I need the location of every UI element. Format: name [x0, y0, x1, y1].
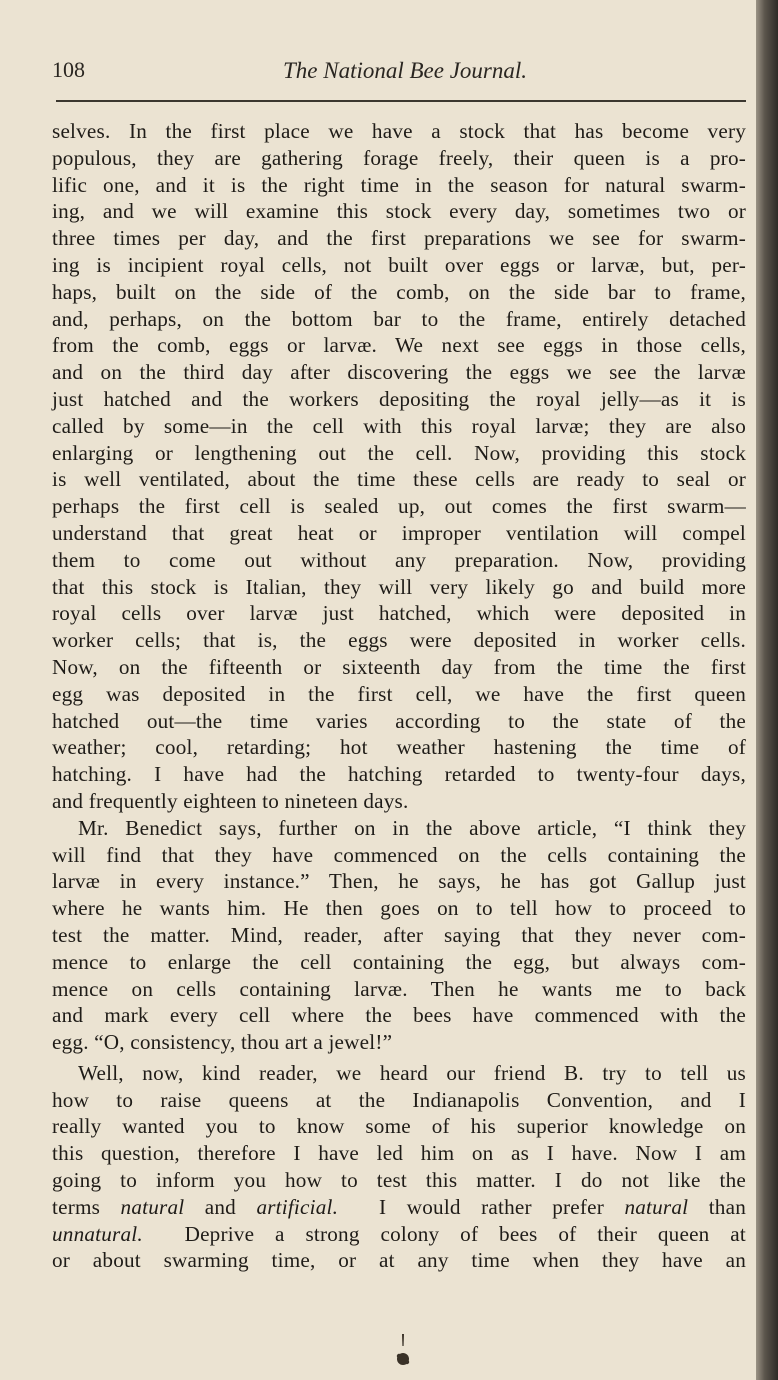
text-line: how to raise queens at the Indianapolis Convention, and I: [52, 1087, 746, 1112]
text-line: really wanted you to know some of his superior knowledge on: [52, 1114, 746, 1139]
body-text: [52, 118, 746, 1274]
text-line: and, perhaps, on the bottom bar to the frame, entirely detached: [52, 306, 746, 331]
text-line: will find that they have commenced on the cells containing the: [52, 842, 746, 867]
text-line: Mr. Benedict says, further on in the above article, “I think they: [78, 815, 746, 840]
text-line: hatching. I have had the hatching retarded to twenty-four days,: [52, 762, 746, 787]
text-line: and frequently eighteen to nineteen days.: [52, 788, 409, 813]
text-line: mence to enlarge the cell containing the egg, but always com-: [52, 949, 746, 974]
header-rule: [56, 100, 746, 102]
page-number: 108: [52, 57, 85, 82]
text-line: just hatched and the workers depositing the royal jelly—as it is: [52, 386, 746, 411]
text-line: mence on cells containing larvæ. Then he wants me to back: [52, 976, 746, 1001]
text-line: weather; cool, retarding; hot weather hastening the time of: [52, 735, 746, 760]
text-line: larvæ in every instance.” Then, he says, he has got Gallup just: [52, 869, 746, 894]
text-line: going to inform you how to test this matter. I do not like the: [52, 1168, 746, 1193]
text-line: from the comb, eggs or larvæ. We next see eggs in those cells,: [52, 333, 746, 358]
text-line: enlarging or lengthening out the cell. Now, providing this stock: [52, 440, 746, 465]
bottom-ornament: [394, 1332, 412, 1372]
text-line: understand that great heat or improper ventilation will compel: [52, 520, 746, 545]
italic-word: artificial.: [256, 1194, 339, 1219]
text-line: that this stock is Italian, they will very likely go and build more: [52, 574, 746, 599]
text-line: them to come out without any preparation. Now, providing: [52, 547, 746, 572]
text-line: ing, and we will examine this stock every day, sometimes two or: [52, 199, 746, 224]
text-line: lific one, and it is the right time in the season for natural swarm-: [52, 172, 746, 197]
text-line: haps, built on the side of the comb, on the side bar to frame,: [52, 279, 746, 304]
paragraph-1: [52, 118, 746, 815]
text-line: is well ventilated, about the time these cells are ready to seal or: [52, 467, 746, 492]
italic-word: natural: [120, 1194, 185, 1219]
text-line: worker cells; that is, the eggs were deposited in worker cells.: [52, 628, 746, 653]
text-line: or about swarming time, or at any time when they have an: [52, 1248, 746, 1273]
text-fragment: Deprive a strong colony of bees of their queen at: [184, 1221, 746, 1246]
text-line: Well, now, kind reader, we heard our friend B. try to tell us: [78, 1060, 746, 1085]
text-line: selves. In the first place we have a stock that has become very: [52, 119, 746, 143]
text-line: perhaps the first cell is sealed up, out comes the first swarm—: [52, 494, 746, 519]
text-fragment: terms: [52, 1194, 121, 1219]
text-line: test the matter. Mind, reader, after saying that they never com-: [52, 922, 746, 947]
text-line-mixed: [52, 1194, 746, 1221]
italic-word: natural: [624, 1194, 689, 1219]
text-line: Now, on the fifteenth or sixteenth day from the time the first: [52, 654, 746, 679]
text-line: hatched out—the time varies according to the state of the: [52, 708, 746, 733]
text-fragment: than: [688, 1194, 746, 1219]
text-line: populous, they are gathering forage freely, their queen is a pro-: [52, 145, 746, 170]
running-title: The National Bee Journal.: [282, 58, 528, 83]
text-fragment: and: [184, 1194, 257, 1219]
text-line: where he wants him. He then goes on to tell how to proceed to: [52, 896, 746, 921]
text-line: this question, therefore I have led him on as I have. Now I am: [52, 1141, 746, 1166]
text-line: three times per day, and the first preparations we see for swarm-: [52, 226, 746, 251]
text-fragment: I would rather prefer: [379, 1194, 625, 1219]
text-line-mixed: [52, 1221, 746, 1248]
text-line: egg. “O, consistency, thou art a jewel!”: [52, 1030, 393, 1055]
paragraph-3: [52, 1060, 746, 1274]
text-line: ing is incipient royal cells, not built over eggs or larvæ, but, per-: [52, 252, 746, 277]
text-line: and on the third day after discovering the eggs we see the larvæ: [52, 360, 746, 385]
text-line: called by some—in the cell with this royal larvæ; they are also: [52, 413, 746, 438]
text-line: and mark every cell where the bees have commenced with the: [52, 1003, 746, 1028]
text-line: royal cells over larvæ just hatched, which were deposited in: [52, 601, 746, 626]
italic-word: unnatural.: [52, 1221, 143, 1246]
text-line: egg was deposited in the first cell, we have the first queen: [52, 681, 746, 706]
paragraph-2: [52, 815, 746, 1056]
page-edge: [756, 0, 778, 1380]
